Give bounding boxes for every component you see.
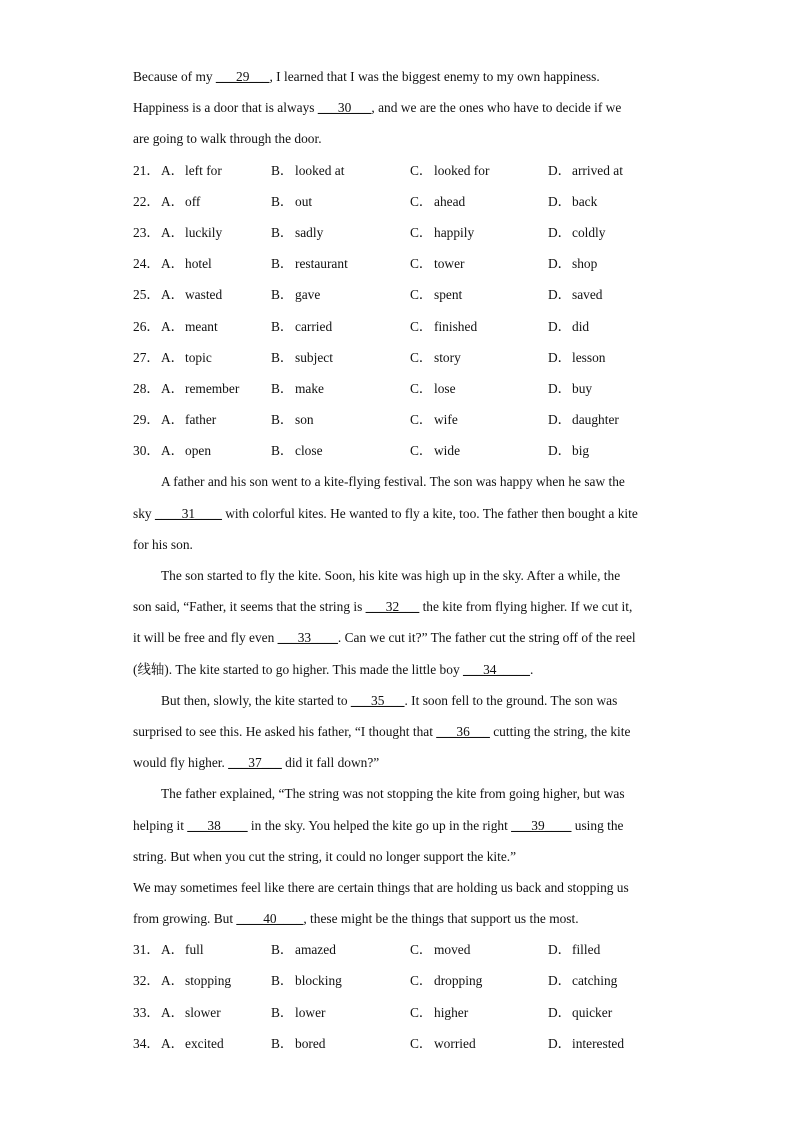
option-letter: D． [548,287,572,303]
passage-text: , I learned that I was the biggest enemy to my own happiness. [269,69,600,84]
option-text: out [295,193,313,209]
option-text: off [185,193,201,209]
option-text: worried [434,1035,476,1051]
answer-option [161,155,271,186]
question-row [133,217,663,248]
option-letter: D． [548,193,572,209]
option-letter: B． [271,443,294,459]
option-letter: A． [161,287,185,303]
answer-option [410,186,548,217]
option-letter: B． [271,973,294,989]
document-content [133,61,663,1059]
answer-option [161,404,271,435]
answer-option [548,342,658,373]
question-number: 34． [133,1035,160,1051]
answer-option [548,373,658,404]
answer-option [271,279,410,310]
answer-option [410,155,548,186]
answer-option [271,404,410,435]
option-letter: C． [410,380,433,396]
option-letter: D． [548,1035,572,1051]
option-letter: D． [548,256,572,272]
option-text: sadly [295,224,324,240]
option-letter: D． [548,224,572,240]
answer-option [271,155,410,186]
question-number: 30． [133,443,160,459]
option-letter: C． [410,942,433,958]
passage-text: But then, slowly, the kite started to [161,692,351,708]
passage-text: the kite from flying higher. If we cut it, [419,599,633,615]
answer-option [548,155,658,186]
answer-blank: ___36___ [436,723,490,739]
question-number: 22． [133,193,160,209]
option-letter: A． [161,224,185,240]
option-letter: A． [161,942,185,958]
question-row [133,248,663,279]
option-letter: C． [410,443,433,459]
question-row [133,435,663,466]
option-letter: A． [161,349,185,365]
option-text: saved [572,287,603,303]
passage-text: The father explained, “The string was not stopping the kite from going higher, but was [161,786,625,802]
passage-line [133,529,663,560]
option-text: bored [295,1035,326,1051]
answer-option [410,997,548,1028]
option-text: wasted [185,287,223,303]
option-letter: C． [410,318,433,334]
answer-option [161,279,271,310]
answer-blank: ____40____ [236,911,304,927]
option-text: tower [434,256,465,272]
option-letter: C． [410,973,433,989]
passage-text: using the [571,817,624,833]
passage-text: sky [133,505,155,521]
option-letter: B． [271,380,294,396]
answer-option [271,186,410,217]
question-number: 29． [133,412,160,428]
passage-line [133,61,663,92]
option-letter: B． [271,1035,294,1051]
answer-option [410,965,548,996]
answer-blank: ___33____ [277,630,338,646]
option-text: finished [434,318,478,334]
passage-line [133,123,663,154]
passage-text: . [529,661,534,677]
option-text: full [185,942,204,958]
passage-2-kite [133,466,663,934]
passage-1-ending [133,61,663,155]
passage-text: Happiness is a door that is always [133,100,318,116]
answer-blank: ___39____ [511,817,572,833]
question-number: 28． [133,380,160,396]
option-text: luckily [185,224,223,240]
answer-option [271,248,410,279]
option-letter: A． [161,1035,185,1051]
option-text: spent [434,287,463,303]
passage-line [133,841,663,872]
option-letter: C． [410,412,433,428]
answer-option [271,435,410,466]
option-text: big [572,443,590,459]
question-row [133,186,663,217]
option-text: wide [434,443,461,459]
answer-option [410,342,548,373]
passage-line [133,622,663,653]
option-letter: D． [548,162,572,178]
option-text: lose [434,380,456,396]
option-text: son [295,412,314,428]
answer-option [410,311,548,342]
option-text: happily [434,224,475,240]
option-text: remember [185,380,240,396]
answer-option [161,186,271,217]
passage-line [133,685,663,716]
question-row [133,155,663,186]
passage-text: , and we are the ones who have to decide if we [371,100,622,116]
answer-option [548,279,658,310]
answer-option [271,342,410,373]
option-letter: A． [161,1004,185,1020]
passage-text: did it fall down?” [281,755,380,771]
option-letter: B． [271,412,294,428]
question-list-31-34 [133,934,663,1059]
answer-option [410,217,548,248]
answer-option [410,404,548,435]
answer-option [161,311,271,342]
passage-text: would fly higher. [133,755,229,771]
answer-option [410,435,548,466]
option-text: topic [185,349,212,365]
passage-text: . It soon fell to the ground. The son was [404,692,618,708]
passage-text: from growing. But [133,911,237,927]
question-number: 31． [133,942,160,958]
question-row [133,1028,663,1059]
option-text: back [572,193,598,209]
answer-option [548,965,658,996]
option-text: looked at [295,162,345,178]
passage-text: The son started to fly the kite. Soon, his kite was high up in the sky. After a while, the [161,568,621,583]
passage-text: A father and his son went to a kite-flying festival. The son was happy when he saw the [161,474,625,490]
option-letter: B． [271,942,294,958]
answer-blank: ___38____ [187,817,248,833]
answer-option [271,965,410,996]
answer-option [161,997,271,1028]
option-letter: B． [271,256,294,272]
option-text: left for [185,162,222,178]
option-letter: B． [271,193,294,209]
option-text: stopping [185,973,232,989]
passage-text: son said, “Father, it seems that the string is [133,599,366,615]
answer-blank: ___32___ [365,599,420,615]
option-letter: D． [548,380,572,396]
answer-blank: ___34_____ [463,661,530,677]
option-letter: B． [271,162,294,178]
passage-line [133,716,663,747]
option-letter: A． [161,412,185,428]
option-text: amazed [295,942,336,958]
option-letter: B． [271,287,294,303]
passage-text: (线轴). The kite started to go higher. This made the little boy [133,661,463,677]
passage-line [133,903,663,934]
answer-option [161,248,271,279]
option-letter: C． [410,162,433,178]
passage-text: cutting the string, the kite [489,723,631,739]
option-text: hotel [185,256,212,272]
answer-option [548,311,658,342]
answer-option [410,279,548,310]
option-text: excited [185,1035,224,1051]
option-text: wife [434,412,458,428]
answer-blank: ___30___ [317,100,372,116]
option-text: blocking [295,973,342,989]
answer-option [548,1028,658,1059]
answer-blank: ___35___ [350,692,405,708]
question-list-21-30 [133,155,663,467]
answer-option [410,373,548,404]
answer-blank: ___37___ [228,755,282,771]
passage-text: helping it [133,817,188,833]
option-text: open [185,443,212,459]
option-letter: A． [161,193,185,209]
option-text: quicker [572,1004,613,1020]
answer-option [161,217,271,248]
passage-line [133,92,663,123]
option-text: slower [185,1004,221,1020]
option-letter: C． [410,256,433,272]
passage-text: with colorful kites. He wanted to fly a kite, too. The father then bought a kite [221,505,638,521]
option-text: lesson [572,349,606,365]
question-row [133,373,663,404]
passage-line [133,872,663,903]
option-text: higher [434,1004,469,1020]
passage-line [133,810,663,841]
passage-line [133,654,663,685]
option-text: interested [572,1035,625,1051]
option-text: carried [295,318,333,334]
option-text: did [572,318,590,334]
option-letter: B． [271,318,294,334]
option-letter: D． [548,412,572,428]
passage-text: are going to walk through the door. [133,131,322,147]
passage-line [133,747,663,778]
question-number: 23． [133,224,160,240]
question-row [133,404,663,435]
option-text: gave [295,287,321,303]
answer-option [271,1028,410,1059]
option-letter: D． [548,349,572,365]
option-letter: A． [161,318,185,334]
answer-option [548,248,658,279]
question-number: 21． [133,162,160,178]
option-letter: C． [410,1004,433,1020]
option-letter: C． [410,224,433,240]
option-letter: D． [548,1004,572,1020]
option-text: close [295,443,323,459]
option-text: looked for [434,162,490,178]
answer-blank: ____31____ [154,505,222,521]
option-letter: D． [548,443,572,459]
question-number: 33． [133,1004,160,1020]
option-letter: C． [410,1035,433,1051]
answer-option [271,373,410,404]
option-text: story [434,349,461,365]
question-number: 24． [133,256,160,272]
option-text: dropping [434,973,483,989]
question-row [133,965,663,996]
answer-option [161,373,271,404]
question-number: 27． [133,349,160,365]
option-text: coldly [572,224,606,240]
option-letter: D． [548,318,572,334]
answer-option [161,934,271,965]
option-text: subject [295,349,333,365]
passage-line [133,591,663,622]
answer-option [410,934,548,965]
option-text: filled [572,942,601,958]
option-text: daughter [572,412,619,428]
answer-option [548,217,658,248]
passage-text: We may sometimes feel like there are certain things that are holding us back and stopping us [133,879,629,895]
option-letter: A． [161,256,185,272]
option-letter: B． [271,349,294,365]
option-letter: C． [410,287,433,303]
answer-option [548,934,658,965]
option-letter: A． [161,973,185,989]
answer-option [271,217,410,248]
answer-option [161,965,271,996]
option-text: lower [295,1004,326,1020]
option-text: shop [572,256,598,272]
question-number: 32． [133,973,160,989]
passage-text: Because of my [133,69,216,84]
answer-option [271,311,410,342]
question-row [133,342,663,373]
passage-text: , these might be the things that support us the most. [303,911,579,927]
passage-text: string. But when you cut the string, it could no longer support the kite.” [133,848,517,864]
answer-option [548,404,658,435]
option-text: moved [434,942,471,958]
answer-option [548,435,658,466]
question-row [133,997,663,1028]
question-number: 26． [133,318,160,334]
passage-line [133,778,663,809]
passage-text: in the sky. You helped the kite go up in the right [247,817,512,833]
option-text: ahead [434,193,466,209]
option-letter: B． [271,224,294,240]
option-text: meant [185,318,218,334]
option-text: restaurant [295,256,348,272]
question-row [133,934,663,965]
answer-option [410,248,548,279]
option-text: father [185,412,217,428]
answer-blank: ___29___ [215,69,270,84]
question-row [133,311,663,342]
answer-option [271,934,410,965]
answer-option [548,186,658,217]
option-text: buy [572,380,593,396]
question-row [133,279,663,310]
answer-option [271,997,410,1028]
question-number: 25． [133,287,160,303]
option-letter: C． [410,193,433,209]
option-letter: A． [161,443,185,459]
option-letter: A． [161,380,185,396]
answer-option [548,997,658,1028]
option-letter: D． [548,973,572,989]
option-letter: C． [410,349,433,365]
option-text: arrived at [572,162,623,178]
passage-line [133,498,663,529]
answer-option [410,1028,548,1059]
option-letter: D． [548,942,572,958]
passage-text: . Can we cut it?” The father cut the string off of the reel [337,630,636,646]
option-text: catching [572,973,618,989]
option-letter: B． [271,1004,294,1020]
passage-line [133,560,663,591]
option-text: make [295,380,324,396]
answer-option [161,435,271,466]
option-letter: A． [161,162,185,178]
passage-text: it will be free and fly even [133,630,278,646]
answer-option [161,1028,271,1059]
passage-text: for his son. [133,536,193,552]
passage-line [133,466,663,497]
answer-option [161,342,271,373]
passage-text: surprised to see this. He asked his father, “I thought that [133,723,437,739]
